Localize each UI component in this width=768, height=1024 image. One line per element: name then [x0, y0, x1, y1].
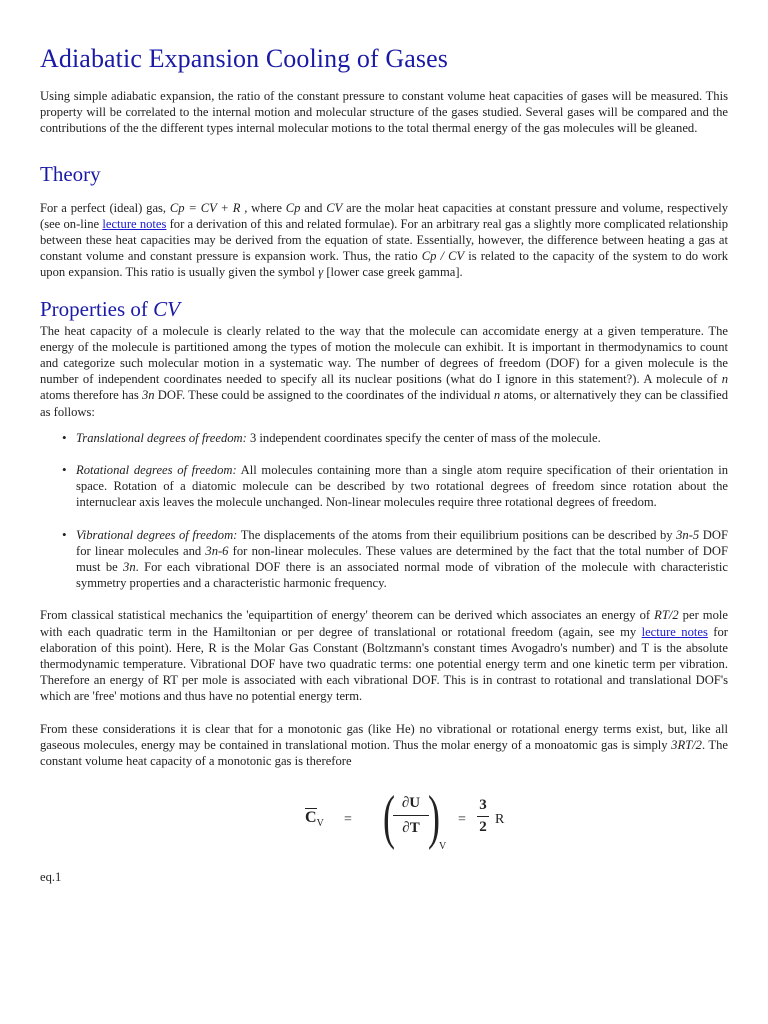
theory-paragraph [40, 200, 728, 281]
lecture-notes-link[interactable]: lecture notes [102, 216, 167, 231]
symbol: 3n [123, 560, 136, 575]
numerator-text: ∂U [401, 795, 421, 812]
symbol-3rt2: 3RT/2 [671, 737, 702, 752]
text: for a derivation of this and related formulae). For an arbitrary real gas a slightly more complicated relationship between these heat capacities may be derived from the equation of state. Essentially, however, the difference between heating a gas at constant volume and constant pressure is expansion work. Thus, the ratio [40, 216, 728, 264]
properties-paragraph [40, 323, 728, 420]
text: per mole with each quadratic term in the Hamiltonian or per degree of translational or rotational freedom (again, see my [40, 608, 728, 639]
text: are the molar heat capacities at constant pressure and volume, respectively (see on-line [40, 200, 729, 231]
symbol: 3n-5 [676, 527, 700, 542]
text: atoms, or alternatively they can be classified as follows: [40, 388, 728, 419]
text: From classical statistical mechanics the 'equipartition of energy' theorem can be derived which associates an energy of [40, 608, 655, 623]
list-item [76, 430, 728, 446]
text: . For each vibrational DOF there is an associated normal mode of vibration of the molecule with characteristic symmetry properties and a characteristic harmonic frequency. [76, 560, 729, 591]
symbol-cv: CV [153, 296, 180, 321]
properties-heading [40, 297, 728, 321]
text: 3 independent coordinates specify the center of mass of the molecule. [246, 430, 601, 445]
formula-cp-cv-r: Cp = CV + R [169, 200, 241, 215]
lhs-subscript: V [316, 818, 324, 830]
denominator: ∂T [402, 820, 420, 837]
text: Properties of [40, 296, 154, 321]
symbol-3n: 3n [141, 388, 155, 403]
partial-derivative [393, 793, 429, 838]
text: . The constant volume heat capacity of a monotonic gas is therefore [40, 737, 728, 769]
symbol-rt2: RT/2 [654, 608, 679, 623]
symbol-n: n [721, 372, 728, 387]
symbol-gamma: γ [318, 265, 324, 280]
list-item [76, 462, 728, 511]
text: is related to the capacity of the system to do work upon expansion. This ratio is usually given the symbol [40, 249, 729, 280]
text: For a perfect (ideal) gas, [40, 200, 170, 215]
volume-subscript: V [439, 841, 447, 853]
text: and [300, 200, 327, 215]
term: Rotational degrees of freedom: [76, 463, 237, 478]
monatomic-paragraph [40, 721, 728, 770]
text: for elaboration of this point). Here, R is the Molar Gas Constant (Boltzmann's constant times Avogadro's number) and T is the absolute thermodynamic temperature. Vibrational DOF have two quadratic terms: one potential energy term and one kinetic term per vibration. Therefore an energy of RT per mole is associated with each vibrational DOF. This is in contrast to rotational and translational DOF's which are 'free' motions and thus have no potential energy term. [40, 624, 728, 704]
symbol-cv: CV [326, 200, 343, 215]
equation-1 [40, 784, 728, 857]
fraction-denominator: 2 [479, 818, 487, 835]
text: atoms therefore has [40, 388, 142, 403]
lhs-symbol: C [305, 809, 317, 827]
text: All molecules containing more than a single atom require specification of their orientation in space. Rotation of a diatomic molecule can be described by two rotational degrees of freedom since rotation about the internuclear axis leaves the molecule unchanged. Non-linear molecules require three rotational degrees of freedom. [76, 463, 728, 510]
text: DOF for linear molecules and [76, 527, 728, 558]
list-item [76, 527, 728, 592]
symbol-n: n [493, 388, 501, 403]
left-paren: ( [382, 784, 395, 851]
equation-lhs [305, 810, 324, 832]
lecture-notes-link-2[interactable]: lecture notes [641, 624, 708, 639]
term: Vibrational degrees of freedom: [76, 527, 238, 542]
term: Translational degrees of freedom: [76, 430, 247, 445]
three-halves [477, 797, 489, 834]
text: for non-linear molecules. These values are determined by the fact that the total number of DOF must be [76, 543, 728, 575]
equals-sign: = [458, 812, 466, 828]
text: From these considerations it is clear that for a monotonic gas (like He) no vibrational or rotational energy terms exist, but, like all gaseous molecules, energy may be contained in translational motion. Thus the molar energy of a monoatomic gas is simply [40, 721, 728, 752]
equipartition-paragraph [40, 607, 728, 704]
symbol-ratio: Cp / CV [421, 249, 465, 264]
text: , where [240, 200, 286, 215]
symbol: 3n-6 [205, 543, 229, 558]
equals-sign: = [344, 812, 352, 828]
text: DOF. These could be assigned to the coordinates of the individual [154, 388, 494, 403]
symbol-cp: Cp [285, 200, 301, 215]
equation-label: eq.1 [40, 870, 62, 885]
text: The heat capacity of a molecule is clearly related to the way that the molecule can accomidate energy at a given temperature. The energy of the molecule is partitioned among the types of motion the molecule can exhibit. It is important in thermodynamics to count and categorize such molecular motion in a systematic way. The number of degrees of freedom (DOF) for a given molecule is the number of independent coordinates needed to specify all its nuclear positions (what do I ignore in this statement?). A molecule of [40, 323, 728, 387]
text: [lower case greek gamma]. [323, 265, 463, 280]
page-title: Adiabatic Expansion Cooling of Gases [40, 44, 448, 73]
text: The displacements of the atoms from their equilibrium positions can be described by [237, 527, 677, 542]
gas-constant: R [495, 812, 505, 828]
fraction-numerator: 3 [479, 797, 487, 814]
right-paren: ) [427, 784, 440, 851]
intro-paragraph: Using simple adiabatic expansion, the ratio of the constant pressure to constant volume heat capacities of gases will be measured. This property will be correlated to the internal motion and molecular structure of the gases studied. Several gases will be compared and the contributions of the the different types internal molecular motions to the total thermal energy of the gas molecules will be gleaned. [40, 89, 728, 136]
numerator [393, 793, 429, 813]
dof-list [40, 430, 728, 592]
theory-heading: Theory [40, 161, 101, 186]
